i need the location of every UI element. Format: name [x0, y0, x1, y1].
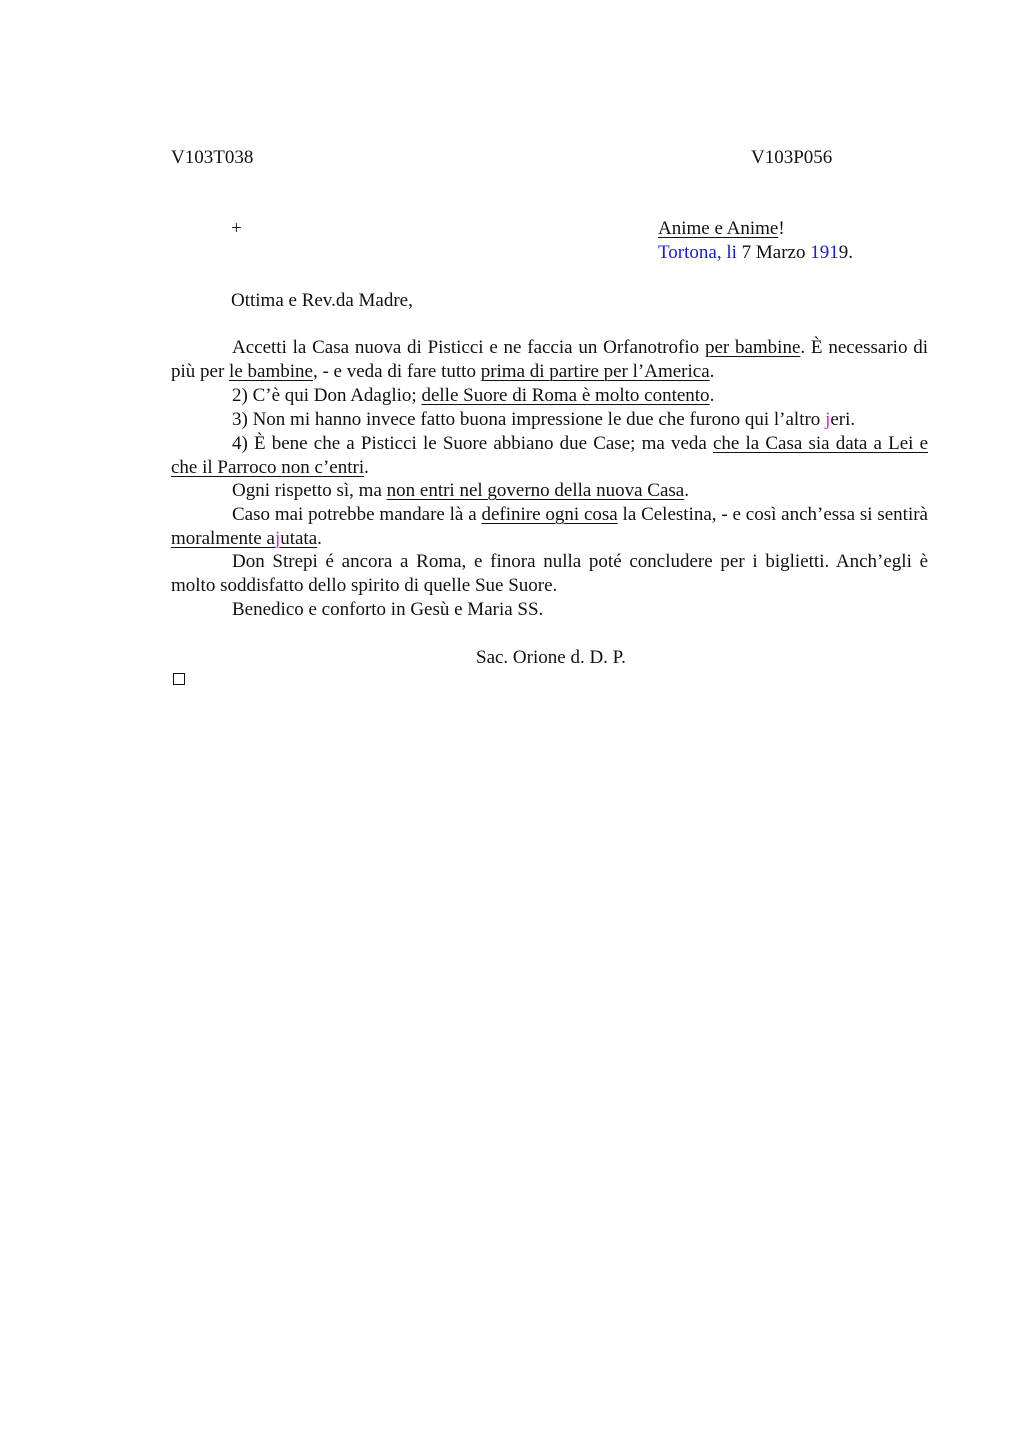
motto — [658, 217, 785, 241]
checkbox-icon — [173, 673, 185, 685]
p1-underline-2: le bambine — [229, 360, 313, 382]
p2-underline-1: delle Suore di Roma è molto contento — [421, 385, 710, 406]
p6-text-c: . — [317, 527, 322, 549]
paragraph-3 — [171, 408, 928, 432]
p6-text-b: la Celestina, - e così anch’essa si sentirà — [617, 504, 928, 525]
p2-text-a: 2) C’è qui Don Adaglio; — [232, 385, 422, 406]
paragraph-6 — [171, 503, 928, 551]
p6-text-a: Caso mai potrebbe mandare là a — [232, 504, 482, 525]
p1-underline-1: per bambine — [704, 337, 801, 358]
p3-text-b: eri. — [830, 409, 856, 430]
p1-underline-3: prima di partire per l’America — [480, 360, 710, 382]
p5-text-a: Ogni rispetto sì, ma — [232, 480, 387, 501]
salutation: Ottima e Rev.da Madre, — [231, 290, 413, 311]
paragraph-5 — [171, 479, 928, 503]
p6-magenta-letter: j — [274, 527, 281, 549]
p3-text-a: 3) Non mi hanno invece fatto buona impressione le due che furono qui l’altro — [232, 409, 826, 430]
p5-underline-1: non entri nel governo della nuova Casa — [386, 480, 685, 501]
paragraph-4 — [171, 432, 928, 480]
paragraph-7: Don Strepi é ancora a Roma, e finora nulla poté concludere per i biglietti. Anch’egli è molto soddisfatto dello spirito di quelle Sue Suore. — [171, 551, 928, 596]
p1-text-c: , - e veda di fare tutto — [312, 360, 481, 382]
p6-underline-2a: moralmente a — [171, 527, 275, 549]
paragraph-2 — [171, 384, 928, 408]
p3-magenta-letter: j — [825, 409, 831, 430]
p6-underline-2b: utata — [280, 527, 318, 549]
paragraph-8: Benedico e conforto in Gesù e Maria SS. — [232, 599, 544, 620]
date-year-b: 9 — [838, 242, 849, 263]
dateline — [658, 241, 853, 265]
p1-text-b: . È necessario di più per — [171, 337, 928, 382]
motto-text: Anime e Anime — [658, 218, 779, 239]
p5-text-b: . — [684, 480, 689, 501]
paragraph-1 — [171, 336, 928, 384]
p4-text-b: . — [364, 456, 369, 478]
p4-text-a: 4) È bene che a Pisticci le Suore abbiano due Case; ma veda — [232, 433, 713, 454]
p1-text-a: Accetti la Casa nuova di Pisticci e ne faccia un Orfanotrofio — [232, 337, 705, 358]
p4-underline-1: che la Casa sia data a Lei e che il Parroco — [171, 433, 928, 478]
motto-punct: ! — [778, 218, 785, 239]
p2-text-b: . — [709, 385, 715, 406]
signature: Sac. Orione d. D. P. — [476, 647, 626, 668]
cross-mark: + — [231, 218, 242, 239]
date-place: Tortona, li — [658, 242, 737, 263]
p1-text-d: . — [709, 360, 715, 382]
date-year-a: 191 — [810, 242, 839, 263]
date-end: . — [848, 242, 853, 263]
right-code: V103P056 — [751, 147, 833, 168]
p6-underline-1: definire ogni cosa — [481, 504, 618, 525]
date-day-month: 7 Marzo — [736, 242, 811, 263]
p4-underline-2: non c’entri — [281, 456, 365, 478]
left-code: V103T038 — [171, 147, 254, 168]
